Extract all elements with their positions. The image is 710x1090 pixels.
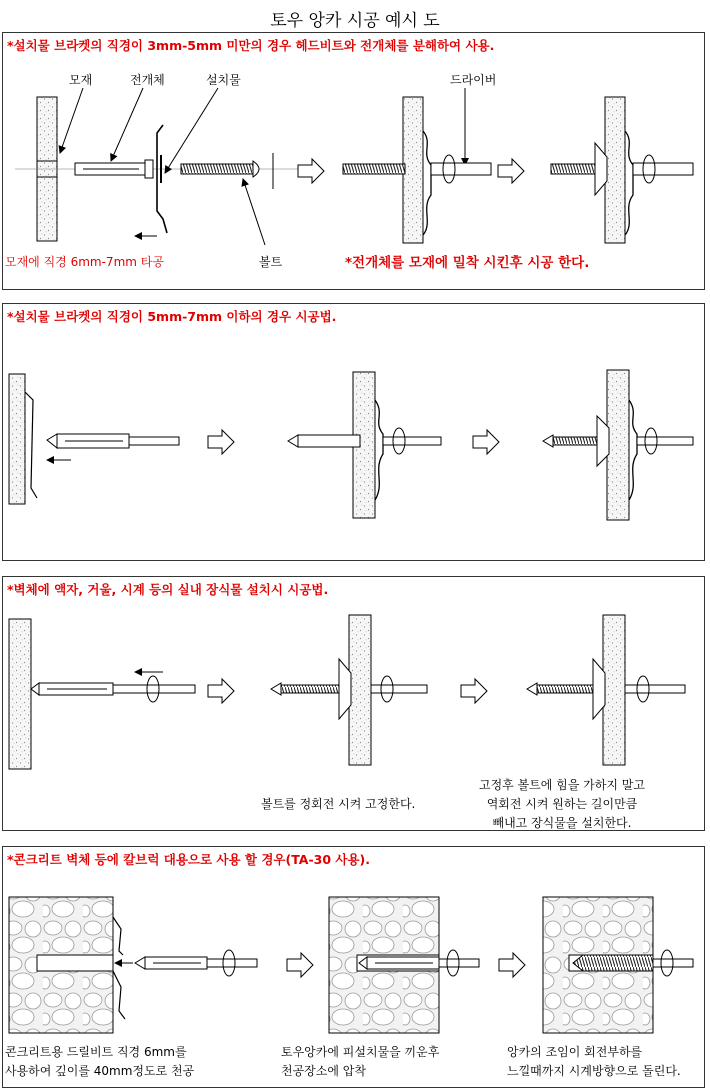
label-fixture: 설치물 (206, 73, 241, 87)
bolt (181, 161, 259, 177)
label-driver: 드라이버 (450, 73, 497, 87)
process-arrow (499, 953, 525, 977)
panel1-heading: *설치물 브라켓의 직경이 3mm-5mm 미만의 경우 헤드비트와 전개체를 분해하여 사용. (7, 38, 495, 53)
note-drill-hole: 모재에 직경 6mm-7mm 타공 (5, 255, 164, 269)
anchor-bolt-assembly (47, 434, 179, 448)
panel3-heading: *벽체에 액자, 거울, 시계 등의 실내 장식물 설치시 시공법. (7, 582, 329, 597)
page-title: 토우 앙카 시공 예시 도 (270, 11, 440, 31)
note-forward-rotation: 볼트를 정회전 시켜 고정한다. (261, 797, 416, 811)
panel1-illustration (3, 33, 704, 289)
process-arrow (208, 679, 234, 703)
process-arrow (498, 159, 524, 183)
panel3-illustration (3, 577, 704, 830)
note-concrete-drill: 콘크리트용 드릴비트 직경 6mm를 사용하여 깊이를 40mm정도로 천공 (5, 1045, 195, 1078)
label-anchor: 전개체 (130, 73, 165, 87)
label-wall: 모재 (69, 73, 93, 87)
process-arrow (473, 430, 499, 454)
process-arrow (208, 430, 234, 454)
note-tighten-clockwise: 앙카의 조임이 회전부하를 느낄때까지 시계방향으로 돌린다. (507, 1045, 681, 1078)
anchor-body (75, 160, 153, 178)
panel2-illustration (3, 304, 704, 560)
panel-disassembled-method (2, 32, 705, 290)
process-arrow (298, 159, 324, 183)
panel4-illustration (3, 847, 704, 1087)
panel-concrete-method (2, 846, 705, 1088)
panel2-heading: *설치물 브라켓의 직경이 5mm-7mm 이하의 경우 시공법. (7, 309, 337, 324)
note-reverse-rotation: 고정후 볼트에 힘을 가하지 말고 역회전 시켜 원하는 길이만큼 빼내고 장식물을 설치한다. (479, 778, 645, 830)
note-contact: *전개체를 모재에 밀착 시킨후 시공 한다. (345, 255, 590, 271)
label-bolt: 볼트 (259, 255, 283, 269)
process-arrow (287, 953, 313, 977)
note-insert-anchor: 토우앙카에 피설치물을 끼운후 천공장소에 압착 (281, 1045, 440, 1078)
panel-assembled-method (2, 303, 705, 561)
panel-decoration-method (2, 576, 705, 831)
process-arrow (461, 679, 487, 703)
panel4-heading: *콘크리트 벽체 등에 칼브럭 대용으로 사용 할 경우(TA-30 사용). (7, 852, 370, 867)
